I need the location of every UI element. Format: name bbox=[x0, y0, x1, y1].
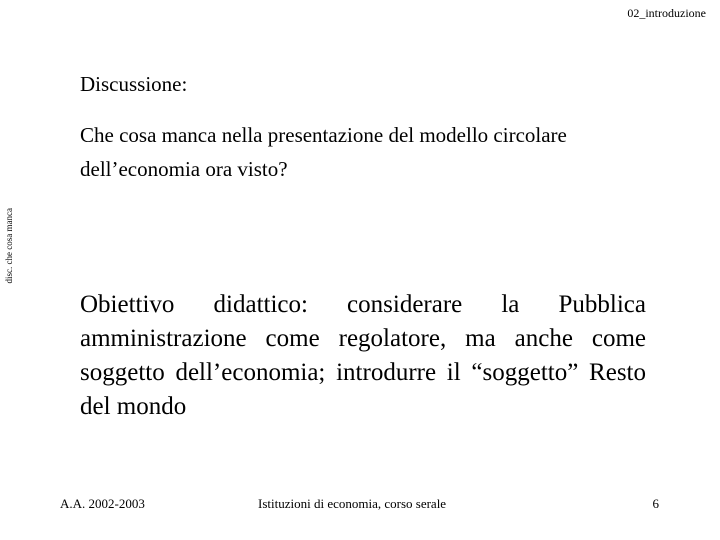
slide-heading: Discussione: bbox=[80, 72, 188, 96]
footer-course-name: Istituzioni di economia, corso serale bbox=[258, 496, 447, 511]
teaching-objective: Obiettivo didattico: considerare la Pubblica amministrazione come regolatore, ma anche come soggetto dell’economia; introdurre il “soggetto” Resto del mondo bbox=[80, 291, 646, 420]
section-label: 02_introduzione bbox=[627, 6, 706, 20]
vertical-side-label: disc. che cosa manca bbox=[4, 208, 14, 284]
footer-academic-year: A.A. 2002-2003 bbox=[60, 496, 145, 511]
discussion-question: Che cosa manca nella presentazione del modello circolare dell’economia ora visto? bbox=[80, 123, 567, 181]
footer-page-number: 6 bbox=[652, 496, 659, 511]
